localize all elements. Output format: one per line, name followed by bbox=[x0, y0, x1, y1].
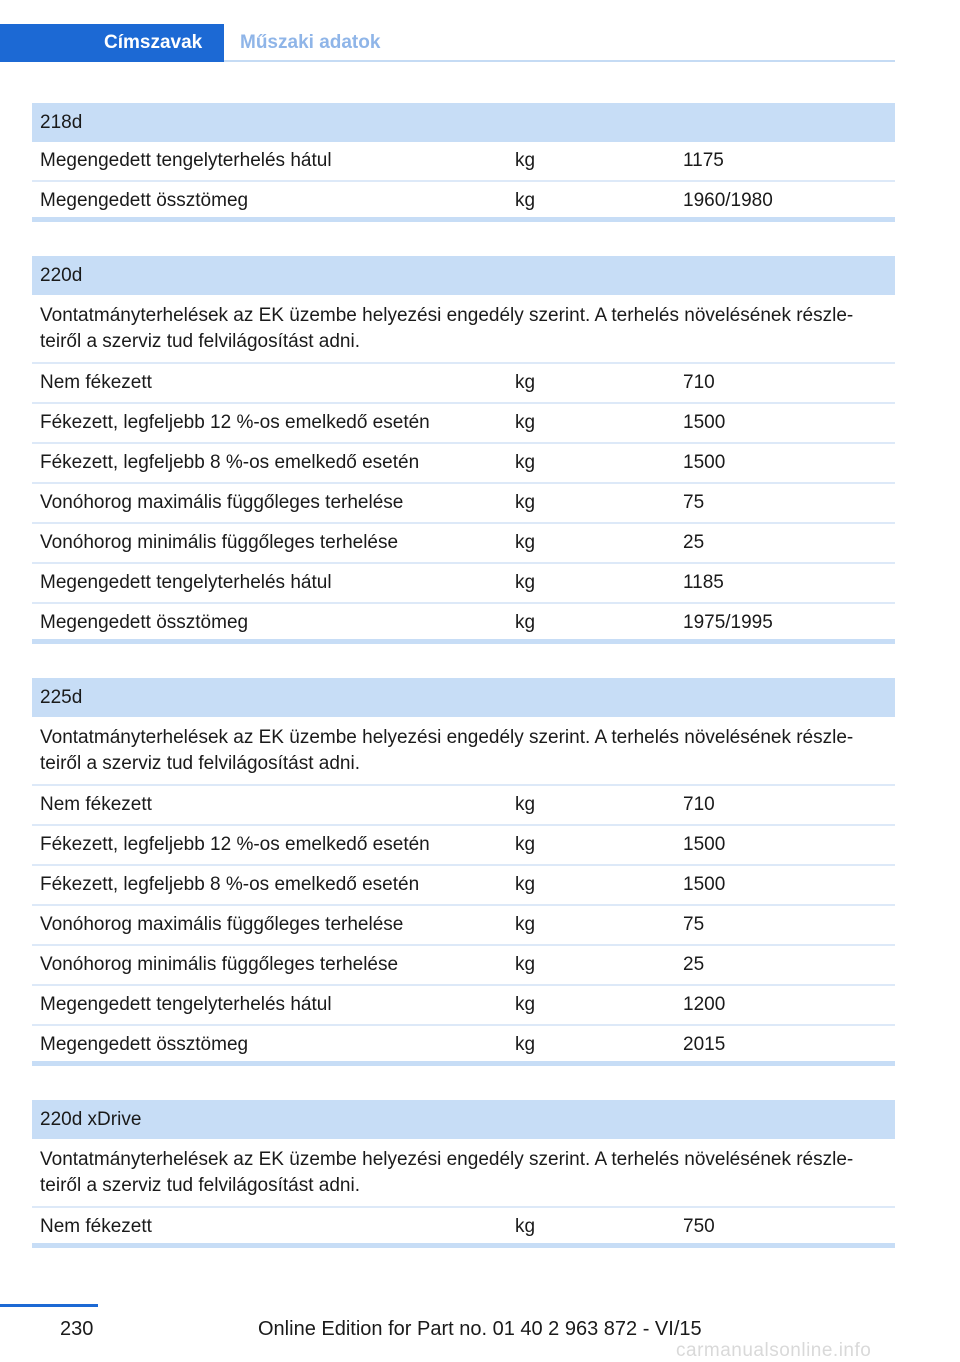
row-unit: kg bbox=[515, 190, 536, 211]
row-unit: kg bbox=[515, 572, 536, 593]
tab-underline bbox=[224, 60, 895, 62]
table-row bbox=[32, 182, 895, 222]
edition-text: Online Edition for Part no. 01 40 2 963 872 - VI/15 bbox=[258, 1318, 702, 1340]
footer-accent-line bbox=[0, 1304, 98, 1307]
table-row bbox=[32, 946, 895, 986]
row-value: 750 bbox=[683, 1216, 715, 1237]
row-value: 1200 bbox=[683, 994, 726, 1015]
row-label: Fékezett, legfeljebb 12 %-os emelkedő esetén bbox=[40, 412, 430, 433]
row-label: Megengedett össztömeg bbox=[40, 1034, 249, 1055]
spec-table bbox=[32, 103, 895, 222]
table-row bbox=[32, 564, 895, 604]
table-row bbox=[32, 986, 895, 1026]
row-unit: kg bbox=[515, 914, 536, 935]
row-value: 710 bbox=[683, 794, 715, 815]
row-label: Vonóhorog minimális függőleges terhelése bbox=[40, 532, 399, 553]
row-unit: kg bbox=[515, 874, 536, 895]
row-label: Megengedett össztömeg bbox=[40, 190, 249, 211]
row-value: 75 bbox=[683, 914, 705, 935]
row-unit: kg bbox=[515, 994, 536, 1015]
spec-table-note: Vontatmányterhelések az EK üzembe helyezési engedély szerint. A terhelés növelésének részle‐teiről a szerviz tud felvilágosítást adni. bbox=[32, 295, 895, 364]
table-row bbox=[32, 404, 895, 444]
spec-table-title: 225d bbox=[32, 678, 895, 717]
table-row bbox=[32, 1208, 895, 1248]
table-row bbox=[32, 906, 895, 946]
watermark: carmanualsonline.info bbox=[676, 1340, 872, 1361]
spec-table-title: 218d bbox=[32, 103, 895, 142]
row-label: Vonóhorog minimális függőleges terhelése bbox=[40, 954, 399, 975]
spec-table-title: 220d bbox=[32, 256, 895, 295]
row-unit: kg bbox=[515, 834, 536, 855]
table-row bbox=[32, 484, 895, 524]
row-label: Megengedett tengelyterhelés hátul bbox=[40, 572, 332, 593]
table-row bbox=[32, 604, 895, 644]
table-row bbox=[32, 1026, 895, 1066]
tab-cimszavak[interactable]: Címszavak bbox=[0, 24, 224, 62]
table-row bbox=[32, 786, 895, 826]
spec-table bbox=[32, 678, 895, 1066]
row-label: Fékezett, legfeljebb 8 %-os emelkedő esetén bbox=[40, 452, 420, 473]
row-unit: kg bbox=[515, 794, 536, 815]
spec-tables bbox=[32, 103, 895, 1282]
spec-table-note: Vontatmányterhelések az EK üzembe helyezési engedély szerint. A terhelés növelésének részle‐teiről a szerviz tud felvilágosítást adni. bbox=[32, 1139, 895, 1208]
row-label: Fékezett, legfeljebb 12 %-os emelkedő esetén bbox=[40, 834, 430, 855]
row-unit: kg bbox=[515, 532, 536, 553]
table-row bbox=[32, 364, 895, 404]
row-label: Megengedett tengelyterhelés hátul bbox=[40, 994, 332, 1015]
page-number: 230 bbox=[60, 1318, 94, 1340]
spec-table-note: Vontatmányterhelések az EK üzembe helyezési engedély szerint. A terhelés növelésének részle‐teiről a szerviz tud felvilágosítást adni. bbox=[32, 717, 895, 786]
row-unit: kg bbox=[515, 954, 536, 975]
row-label: Nem fékezett bbox=[40, 1216, 152, 1237]
row-label: Nem fékezett bbox=[40, 794, 152, 815]
row-value: 1175 bbox=[683, 150, 724, 171]
row-label: Megengedett össztömeg bbox=[40, 612, 249, 633]
row-unit: kg bbox=[515, 452, 536, 473]
table-row bbox=[32, 444, 895, 484]
row-value: 2015 bbox=[683, 1034, 726, 1055]
row-label: Nem fékezett bbox=[40, 372, 152, 393]
row-unit: kg bbox=[515, 612, 536, 633]
spec-table bbox=[32, 256, 895, 644]
table-row bbox=[32, 524, 895, 564]
row-unit: kg bbox=[515, 492, 536, 513]
row-value: 1185 bbox=[683, 572, 724, 593]
row-label: Megengedett tengelyterhelés hátul bbox=[40, 150, 332, 171]
table-row bbox=[32, 142, 895, 182]
row-unit: kg bbox=[515, 1034, 536, 1055]
row-value: 1500 bbox=[683, 412, 726, 433]
row-value: 1500 bbox=[683, 452, 726, 473]
row-value: 710 bbox=[683, 372, 715, 393]
row-unit: kg bbox=[515, 412, 536, 433]
row-unit: kg bbox=[515, 1216, 536, 1237]
row-value: 1500 bbox=[683, 834, 726, 855]
row-value: 25 bbox=[683, 532, 705, 553]
row-label: Vonóhorog maximális függőleges terhelése bbox=[40, 492, 404, 513]
row-value: 1975/1995 bbox=[683, 612, 773, 633]
row-value: 25 bbox=[683, 954, 705, 975]
table-row bbox=[32, 826, 895, 866]
row-label: Vonóhorog maximális függőleges terhelése bbox=[40, 914, 404, 935]
tab-muszaki-adatok[interactable]: Műszaki adatok bbox=[240, 32, 381, 53]
row-value: 1960/1980 bbox=[683, 190, 773, 211]
table-row bbox=[32, 866, 895, 906]
row-unit: kg bbox=[515, 372, 536, 393]
row-value: 75 bbox=[683, 492, 705, 513]
row-value: 1500 bbox=[683, 874, 726, 895]
tab-bar bbox=[0, 24, 895, 62]
row-label: Fékezett, legfeljebb 8 %-os emelkedő esetén bbox=[40, 874, 420, 895]
row-unit: kg bbox=[515, 150, 536, 171]
spec-table bbox=[32, 1100, 895, 1248]
spec-table-title: 220d xDrive bbox=[32, 1100, 895, 1139]
